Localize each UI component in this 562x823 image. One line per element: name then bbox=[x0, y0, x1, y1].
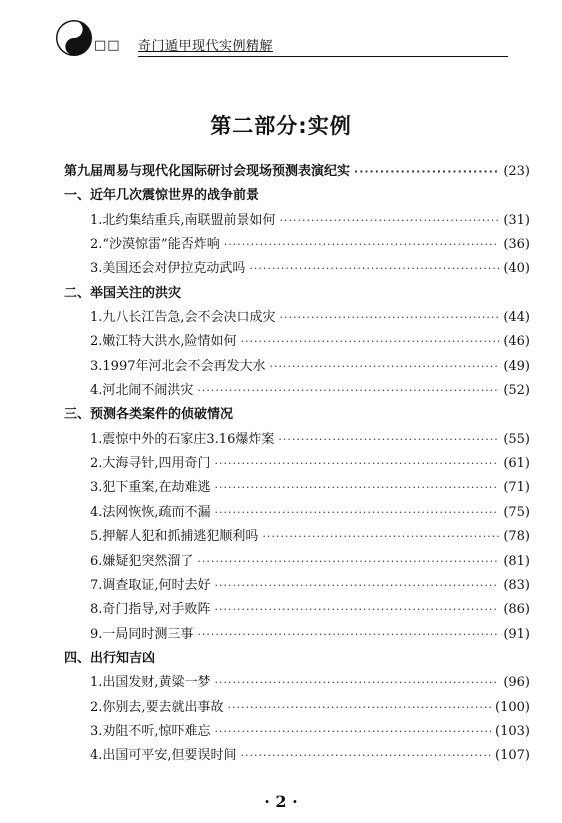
dot-leader bbox=[241, 749, 491, 762]
dot-leader bbox=[215, 725, 491, 738]
toc-heading bbox=[64, 282, 530, 306]
dot-leader bbox=[215, 481, 500, 494]
toc-label: 1.震惊中外的石家庄3.16爆炸案 bbox=[90, 431, 275, 447]
toc-label: 7.调查取证,何时去好 bbox=[90, 577, 211, 593]
dot-leader bbox=[224, 238, 500, 251]
table-of-contents bbox=[64, 160, 530, 769]
toc-entry bbox=[64, 476, 530, 500]
toc-heading bbox=[64, 184, 530, 208]
toc-entry bbox=[64, 598, 530, 622]
toc-label: 2.嫩江特大洪水,险情如何 bbox=[90, 334, 237, 350]
toc-label: 3.劝阻不听,惊吓难忘 bbox=[90, 723, 211, 739]
section-title: 第二部分:实例 bbox=[210, 114, 352, 138]
toc-page-number: (81) bbox=[503, 553, 530, 569]
toc-heading bbox=[64, 647, 530, 671]
toc-entry bbox=[64, 623, 530, 647]
toc-entry bbox=[64, 525, 530, 549]
toc-label: 4.河北闹不闹洪灾 bbox=[90, 383, 194, 399]
toc-label: 3.犯下重案,在劫难逃 bbox=[90, 480, 211, 496]
toc-page-number: (36) bbox=[503, 237, 530, 253]
toc-label: 4.法网恢恢,疏而不漏 bbox=[90, 504, 211, 520]
dot-leader bbox=[215, 603, 500, 616]
toc-page-number: (103) bbox=[495, 723, 530, 739]
toc-label: 第九届周易与现代化国际研讨会现场预测表演纪实 bbox=[64, 164, 351, 179]
dot-leader bbox=[241, 335, 500, 348]
toc-label: 2.“沙漠惊雷”能否炸响 bbox=[90, 237, 220, 253]
toc-label: 3.1997年河北会不会再发大水 bbox=[90, 358, 266, 374]
dot-leader bbox=[228, 701, 491, 714]
yin-yang-icon bbox=[56, 20, 92, 56]
toc-entry bbox=[64, 671, 530, 695]
toc-label: 6.嫌疑犯突然溜了 bbox=[90, 553, 194, 569]
toc-label: 8.奇门指导,对手败阵 bbox=[90, 602, 211, 618]
toc-page-number: (71) bbox=[503, 480, 530, 496]
toc-entry bbox=[64, 452, 530, 476]
toc-entry bbox=[64, 257, 530, 281]
toc-label: 二、举国关注的洪灾 bbox=[64, 285, 182, 301]
dot-leader bbox=[278, 433, 499, 446]
dot-leader bbox=[354, 165, 499, 178]
toc-heading bbox=[64, 403, 530, 427]
toc-entry bbox=[64, 355, 530, 379]
dot-leader bbox=[270, 360, 500, 373]
toc-page-number: (46) bbox=[503, 334, 530, 350]
toc-label: 1.九八长江告急,会不会决口成灾 bbox=[90, 310, 276, 326]
dot-leader bbox=[280, 311, 500, 324]
dot-leader bbox=[197, 384, 499, 397]
toc-page-number: (49) bbox=[503, 358, 530, 374]
dot-leader bbox=[215, 579, 500, 592]
dot-leader bbox=[280, 214, 500, 227]
toc-page-number: (86) bbox=[503, 602, 530, 618]
toc-entry bbox=[64, 550, 530, 574]
toc-label: 3.美国还会对伊拉克动武吗 bbox=[90, 261, 246, 277]
toc-page-number: (52) bbox=[503, 383, 530, 399]
toc-label: 1.出国发财,黄粱一梦 bbox=[90, 675, 211, 691]
book-title: 奇门遁甲现代实例精解 bbox=[138, 39, 274, 54]
dot-leader bbox=[249, 262, 499, 275]
page-number: · 2 · bbox=[264, 792, 298, 811]
toc-label: 2.你别去,要去就出事故 bbox=[90, 699, 224, 715]
toc-entry bbox=[64, 574, 530, 598]
toc-page-number: (23) bbox=[503, 164, 530, 179]
header-rule bbox=[138, 56, 508, 57]
toc-label: 5.押解人犯和抓捕逃犯顺利吗 bbox=[90, 529, 259, 545]
dot-leader bbox=[215, 457, 500, 470]
toc-page-number: (83) bbox=[503, 577, 530, 593]
toc-entry bbox=[64, 209, 530, 233]
dot-leader bbox=[197, 555, 499, 568]
dot-leader bbox=[197, 628, 499, 641]
toc-entry bbox=[64, 428, 530, 452]
toc-label: 4.出国可平安,但要误时间 bbox=[90, 748, 237, 764]
toc-page-number: (31) bbox=[503, 212, 530, 228]
toc-entry bbox=[64, 233, 530, 257]
toc-page-number: (55) bbox=[503, 431, 530, 447]
toc-page-number: (91) bbox=[503, 626, 530, 642]
dot-leader bbox=[262, 530, 499, 543]
toc-page-number: (61) bbox=[503, 456, 530, 472]
toc-label: 9.一局同时测三事 bbox=[90, 626, 194, 642]
toc-page-number: (100) bbox=[495, 699, 530, 715]
toc-entry bbox=[64, 306, 530, 330]
toc-entry bbox=[64, 330, 530, 354]
toc-page-number: (96) bbox=[503, 675, 530, 691]
toc-entry bbox=[64, 744, 530, 768]
running-header bbox=[56, 18, 508, 60]
toc-page-number: (107) bbox=[495, 748, 530, 764]
toc-entry bbox=[64, 696, 530, 720]
toc-label: 1.北约集结重兵,南联盟前景如何 bbox=[90, 212, 276, 228]
toc-label: 四、出行知吉凶 bbox=[64, 650, 156, 666]
toc-label: 三、预测各类案件的侦破情况 bbox=[64, 407, 234, 423]
toc-heading bbox=[64, 160, 530, 184]
toc-page-number: (44) bbox=[503, 310, 530, 326]
header-placeholder-glyphs: □□ bbox=[94, 38, 121, 53]
toc-entry bbox=[64, 379, 530, 403]
toc-page-number: (40) bbox=[503, 261, 530, 277]
toc-label: 2.大海寻针,四用奇门 bbox=[90, 456, 211, 472]
dot-leader bbox=[215, 676, 500, 689]
toc-page-number: (78) bbox=[503, 529, 530, 545]
toc-entry bbox=[64, 501, 530, 525]
toc-entry bbox=[64, 720, 530, 744]
dot-leader bbox=[215, 506, 500, 519]
toc-page-number: (75) bbox=[503, 504, 530, 520]
toc-label: 一、近年几次震惊世界的战争前景 bbox=[64, 188, 260, 204]
